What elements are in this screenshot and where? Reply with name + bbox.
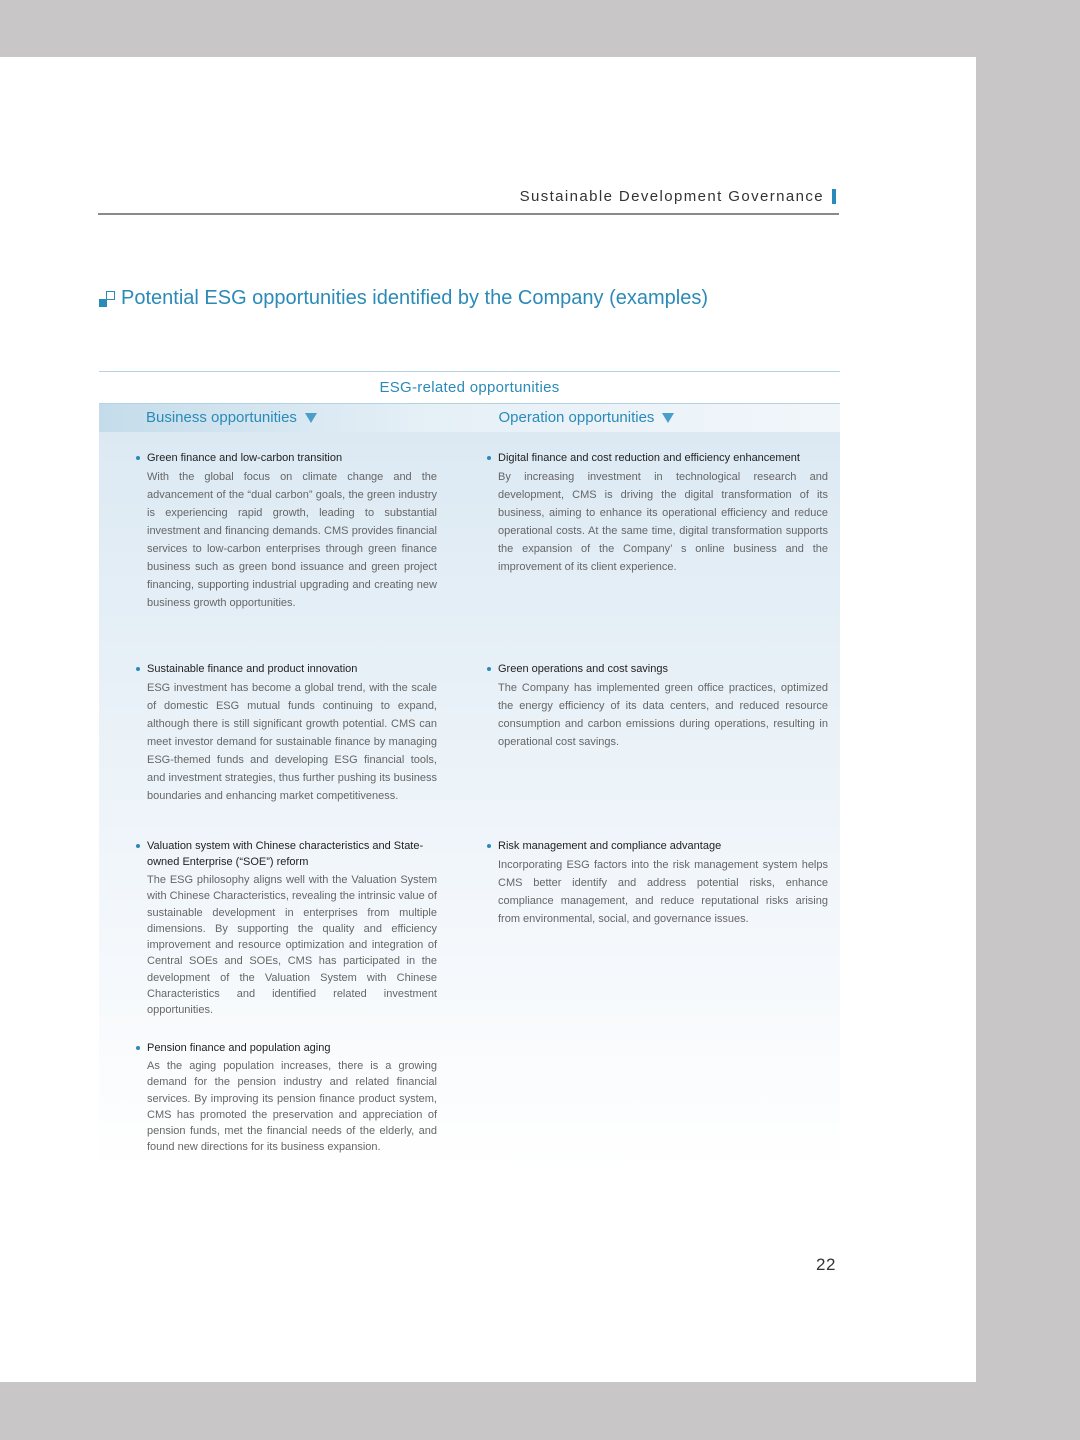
operation-item-title: Risk management and compliance advantage <box>498 838 828 854</box>
operation-item <box>498 661 828 751</box>
operation-item-body: The Company has implemented green office practices, optimized the energy efficiency of its data centers, and reduced resource consumption and carbon emissions during operations, resulting in operational cost savings. <box>498 682 828 748</box>
column-header-operation <box>470 404 841 432</box>
business-item-body: The ESG philosophy aligns well with the Valuation System with Chinese Characteristics, revealing the intrinsic value of sustainable development in enterprises from multiple dimensions. By supporting the quality and efficiency improvement and resource optimization and integration of Central SOEs and SOEs, CMS has participated in the development of the Valuation System with Chinese Characteristics and identified related investment opportunities. <box>147 874 437 1017</box>
business-item-title: Sustainable finance and product innovation <box>147 661 437 677</box>
business-item <box>147 450 437 612</box>
business-item-title: Valuation system with Chinese characteristics and State-owned Enterprise (“SOE”) reform <box>147 838 437 870</box>
bullet-icon <box>487 456 491 460</box>
bullet-icon <box>487 844 491 848</box>
squares-icon <box>99 291 115 307</box>
operation-item <box>498 838 828 928</box>
section-title-text: Potential ESG opportunities identified by the Company (examples) <box>121 287 708 309</box>
table-body <box>99 432 840 1172</box>
business-item-body: With the global focus on climate change and the advancement of the “dual carbon” goals, the green industry is experiencing rapid growth, leading to substantial investment and financing demands. CMS provides financial services to low-carbon enterprises through green finance business such as green bond issuance and green project financing, supporting industrial upgrading and creating new business growth opportunities. <box>147 471 437 609</box>
operation-item-body: By increasing investment in technological research and development, CMS is driving the digital transformation of its business, aiming to enhance its operational efficiency and reduce operational costs. At the same time, digital transformation supports the expansion of the Company’ s online business and the improvement of its client experience. <box>498 471 828 573</box>
triangle-down-icon <box>305 413 317 423</box>
bullet-icon <box>136 1046 140 1050</box>
operation-item-title: Green operations and cost savings <box>498 661 828 677</box>
business-item <box>147 838 437 1019</box>
business-item <box>147 1040 437 1156</box>
operation-item <box>498 450 828 576</box>
column-header-business <box>99 404 470 432</box>
business-item-title: Green finance and low-carbon transition <box>147 450 437 466</box>
header-accent-bar <box>832 189 836 204</box>
column-header-business-label: Business opportunities <box>146 409 297 426</box>
bullet-icon <box>487 667 491 671</box>
business-item-body: As the aging population increases, there is a growing demand for the pension industry and related financial services. By improving its pension finance product system, CMS has promoted the preservation and appreciation of pension funds, met the financial needs of the elderly, and found new directions for its business expansion. <box>147 1060 437 1154</box>
business-item-body: ESG investment has become a global trend, with the scale of domestic ESG mutual funds continuing to expand, although there is still significant growth potential. CMS can meet investor demand for sustainable finance by managing ESG-themed funds and developing ESG financial tools, and investment strategies, thus further pushing its business boundaries and enhancing market competitiveness. <box>147 682 437 802</box>
bullet-icon <box>136 667 140 671</box>
column-header-operation-label: Operation opportunities <box>498 409 655 426</box>
operation-item-title: Digital finance and cost reduction and efficiency enhancement <box>498 450 828 466</box>
section-title <box>99 287 708 310</box>
opportunities-table <box>99 371 840 1172</box>
page-number: 22 <box>816 1255 836 1274</box>
running-header <box>520 188 836 205</box>
business-item-title: Pension finance and population aging <box>147 1040 437 1056</box>
triangle-down-icon <box>662 413 674 423</box>
document-page <box>0 57 976 1382</box>
operation-item-body: Incorporating ESG factors into the risk management system helps CMS better identify and address potential risks, enhance compliance management, and reduce reputational risks arising from environmental, social, and governance issues. <box>498 859 828 925</box>
header-rule <box>98 213 839 215</box>
column-header-row <box>99 403 840 432</box>
bullet-icon <box>136 456 140 460</box>
table-caption: ESG-related opportunities <box>379 379 560 396</box>
business-item <box>147 661 437 805</box>
bullet-icon <box>136 844 140 848</box>
running-header-text: Sustainable Development Governance <box>519 188 824 205</box>
